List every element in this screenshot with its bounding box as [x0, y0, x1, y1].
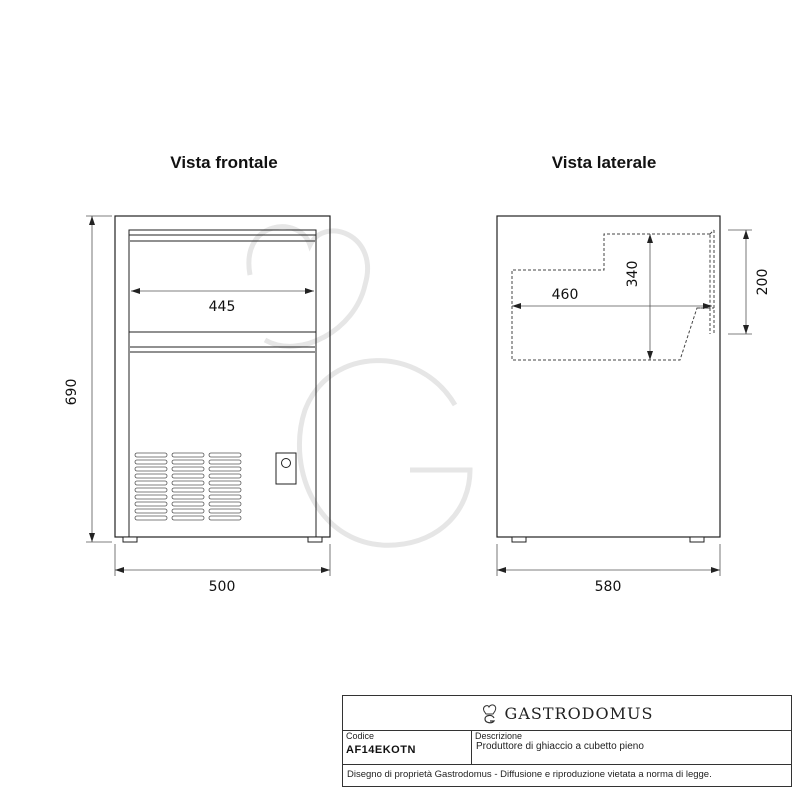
code-value: AF14EKOTN — [346, 744, 416, 756]
title-block — [342, 695, 792, 787]
code-description-row — [343, 730, 791, 765]
front-outer-body — [115, 216, 330, 537]
side-view — [497, 216, 771, 595]
description-label: Descrizione — [475, 731, 523, 741]
code-cell — [343, 730, 472, 764]
front-foot-right — [308, 537, 322, 542]
dim-front-width — [115, 544, 330, 576]
brand-name: GASTRODOMUS — [504, 703, 654, 723]
dim-side-inner-depth — [512, 303, 712, 309]
side-foot-left — [512, 537, 526, 542]
side-inner-depth-label: 460 — [551, 287, 579, 303]
description-cell — [472, 730, 791, 764]
chef-hat-logo-icon — [481, 702, 499, 724]
side-foot-right — [690, 537, 704, 542]
front-view-title: Vista frontale — [170, 153, 278, 172]
front-view — [64, 216, 330, 595]
front-height-label: 690 — [64, 378, 80, 406]
dim-front-inner-width — [131, 288, 314, 294]
dim-side-outer-height — [728, 230, 752, 334]
side-outer-height-label: 200 — [755, 268, 771, 296]
brand-header — [343, 696, 791, 731]
dim-front-height — [86, 216, 112, 542]
side-outer-body — [497, 216, 720, 537]
copyright-notice: Disegno di proprietà Gastrodomus - Diffusione e riproduzione vietata a norma di legge. — [347, 769, 712, 780]
front-width-label: 500 — [208, 579, 236, 595]
dim-side-depth — [497, 544, 720, 576]
front-inner-width-label: 445 — [208, 299, 236, 315]
ventilation-grille — [135, 453, 241, 520]
side-ice-bin-outline — [512, 234, 710, 360]
side-view-title: Vista laterale — [551, 153, 657, 172]
watermark-logo — [249, 227, 470, 545]
power-switch-icon — [276, 453, 296, 484]
side-inner-height-label: 340 — [625, 260, 641, 288]
description-value: Produttore di ghiaccio a cubetto pieno — [476, 741, 644, 752]
front-inner-frame — [129, 230, 316, 537]
code-label: Codice — [346, 731, 375, 741]
side-depth-label: 580 — [594, 579, 622, 595]
dim-side-inner-height — [647, 234, 653, 360]
front-foot-left — [123, 537, 137, 542]
